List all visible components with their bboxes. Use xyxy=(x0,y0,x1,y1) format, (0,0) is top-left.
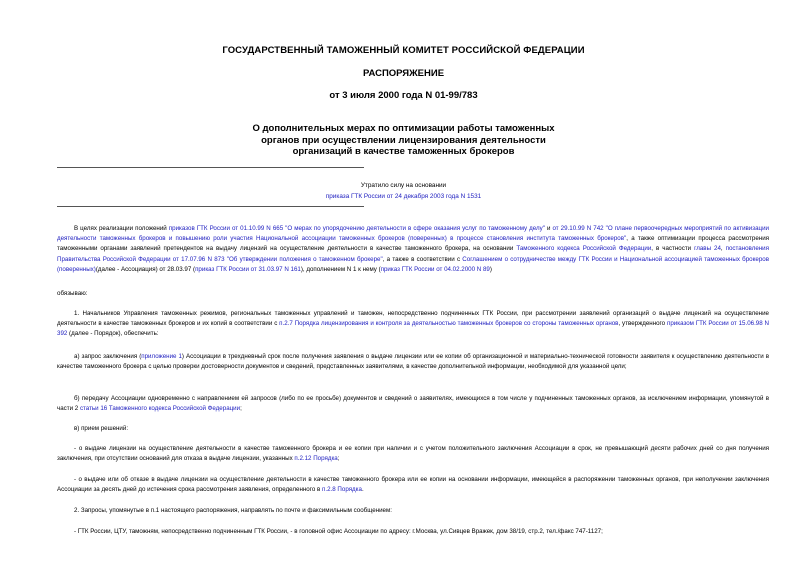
link-order-161[interactable]: приказ ГТК России от 31.03.97 N 161 xyxy=(195,265,301,273)
body-text xyxy=(57,309,769,340)
status-link[interactable]: приказа ГТК России от 24 декабря 2003 года N 1531 xyxy=(325,193,482,200)
text: , а также в соответствии с xyxy=(382,255,463,263)
text: ; xyxy=(240,405,242,413)
text: ) Ассоциации в трехдневный срок после получения заявления о выдаче лицензии или ее копии об организационной и материально-технической готовности заявителя к осуществлению деятельности в качестве таможенного брокера с целью проверки достоверности документов и сведений, представленных заявителями, в качестве дополнительной информации, необходимой для указанной цели; xyxy=(57,353,769,371)
paragraph-item-a xyxy=(57,352,769,372)
paragraph-address: - ГТК России, ЦТУ, таможням, непосредственно подчиненным ГТК России, - в головной офис Ассоциации по адресу: г.Москва, ул.Сивцев Вражек, дом 38/19, стр.2, тел./факс 747-1127; xyxy=(74,528,603,535)
link-agreement[interactable]: Соглашением о сотрудничестве между ГТК России и Национальной ассоциацией таможенных брокеров (поверенных) xyxy=(57,255,769,273)
text: ), дополнением N 1 к нему ( xyxy=(300,265,381,273)
link-customs-code[interactable]: Таможенного кодекса Российской Федерации xyxy=(516,245,652,253)
text: , в частности xyxy=(651,245,695,253)
text: В целях реализации положений xyxy=(74,225,169,232)
title-line: органов при осуществлении лицензирования деятельности xyxy=(261,134,546,146)
text: - о выдаче или об отказе в выдаче лицензии на осуществление деятельности в качестве таможенного брокера или ее копии на основании информации, имеющейся в распоряжении таможенных органов, при неполучении заключения Ассоциации за десять дней до истечения срока рассмотрения заявления, определенного в xyxy=(57,476,769,494)
text: ; xyxy=(337,455,340,463)
document-date-number: от 3 июля 2000 года N 01-99/783 xyxy=(329,90,478,101)
text: ) xyxy=(489,265,492,273)
body-text xyxy=(57,475,769,495)
text: - о выдаче лицензии на осуществление деятельности в качестве таможенного брокера и ее копии при наличии и с учетом положительного заключения Ассоциации в срок, не превышающий десяти рабочих дней со дня получения заключения, при отсутствии оснований для отказа в выдаче лицензии, указанных xyxy=(57,445,769,463)
link-order-665[interactable]: приказов ГТК России от 01.10.99 N 665 "О мерах по упорядочению деятельности в сфере оказания услуг по таможенному делу" xyxy=(168,225,545,232)
paragraph-item-b xyxy=(57,394,769,414)
status-note: Утратило силу на основании xyxy=(360,182,447,189)
link-order-742[interactable]: от 29.10.99 N 742 "О плане первоочередных мероприятий по активизации деятельности таможенных брокеров и повышению роли участия Национальной ассоциации таможенных брокеров (поверенных) в процессе становления института таможенных брокеров" xyxy=(57,225,769,243)
document-type: РАСПОРЯЖЕНИЕ xyxy=(362,68,445,79)
paragraph-item-1 xyxy=(57,309,769,340)
paragraph-preamble xyxy=(57,224,769,275)
link-order-89[interactable]: приказ ГТК России от 04.02.2000 N 89 xyxy=(380,265,490,273)
text: и xyxy=(544,225,553,232)
paragraph-item-2: 2. Запросы, упомянутые в п.1 настоящего распоряжения, направлять по почте и факсимильным сообщением: xyxy=(74,507,392,514)
title-line: О дополнительных мерах по оптимизации работы таможенных xyxy=(252,123,555,134)
title-line: организаций в качестве таможенных брокеров xyxy=(292,146,515,157)
body-text xyxy=(57,352,769,372)
text: , утвержденного xyxy=(618,320,667,328)
divider-top xyxy=(57,167,364,168)
link-procedure-2-7[interactable]: п.2.7 Порядка лицензирования и контроля за деятельностью таможенных брокеров со стороны таможенных органов xyxy=(279,320,619,328)
link-order-392[interactable]: приказом ГТК России от 15.06.98 N 392 xyxy=(57,320,770,338)
link-article-16[interactable]: статьи 16 Таможенного кодекса Российской Федерации xyxy=(79,405,241,413)
body-text xyxy=(57,394,769,414)
text: , а также оптимизации процесса рассмотрения таможенными органами заявлений претендентов на выдачу лицензий на осуществление деятельности в качестве таможенного брокера, на основании xyxy=(57,235,770,253)
text: (далее - Порядок), обеспечить: xyxy=(67,330,159,338)
link-procedure-2-12[interactable]: п.2.12 Порядка xyxy=(294,455,338,463)
link-resolution-873[interactable]: постановления Правительства Российской Федерации от 17.07.96 N 873 "Об утверждении положения о таможенном брокере" xyxy=(57,245,769,263)
paragraph-item-v: в) прием решений: xyxy=(74,425,129,432)
organization-heading: ГОСУДАРСТВЕННЫЙ ТАМОЖЕННЫЙ КОМИТЕТ РОССИЙСКОЙ ФЕДЕРАЦИИ xyxy=(222,45,585,56)
paragraph-obliges: обязываю: xyxy=(57,290,88,297)
body-text xyxy=(57,224,769,275)
text: б) передачу Ассоциации одновременно с направлением ей запросов (либо по ее просьбе) документов и сведений о заявителях, имеющихся в том числе у подчиненных таможенных органов, за исключением информации, упомянутой в части 2 xyxy=(57,395,769,413)
text: , xyxy=(720,245,726,253)
text: (далее - Ассоциация) от 28.03.97 ( xyxy=(95,265,196,273)
divider-bottom xyxy=(57,206,364,207)
link-chapter-24[interactable]: главы 24 xyxy=(694,245,721,253)
paragraph-decision-issue xyxy=(57,444,769,464)
text: 1. Начальников Управления таможенных режимов, региональных таможенных управлений и таможен, непосредственно подчиненных ГТК России, при рассмотрении заявлений организаций о выдаче лицензий на осуществление деятельности в качестве таможенных брокеров и их копий в соответствии с xyxy=(57,310,769,328)
text: а) запрос заключения ( xyxy=(74,353,142,360)
document-title xyxy=(0,123,807,158)
body-text xyxy=(57,444,769,464)
text: . xyxy=(361,486,364,494)
link-appendix-1[interactable]: приложение 1 xyxy=(141,353,182,360)
paragraph-decision-refusal xyxy=(57,475,769,495)
link-procedure-2-8[interactable]: п.2.8 Порядка xyxy=(322,486,362,494)
